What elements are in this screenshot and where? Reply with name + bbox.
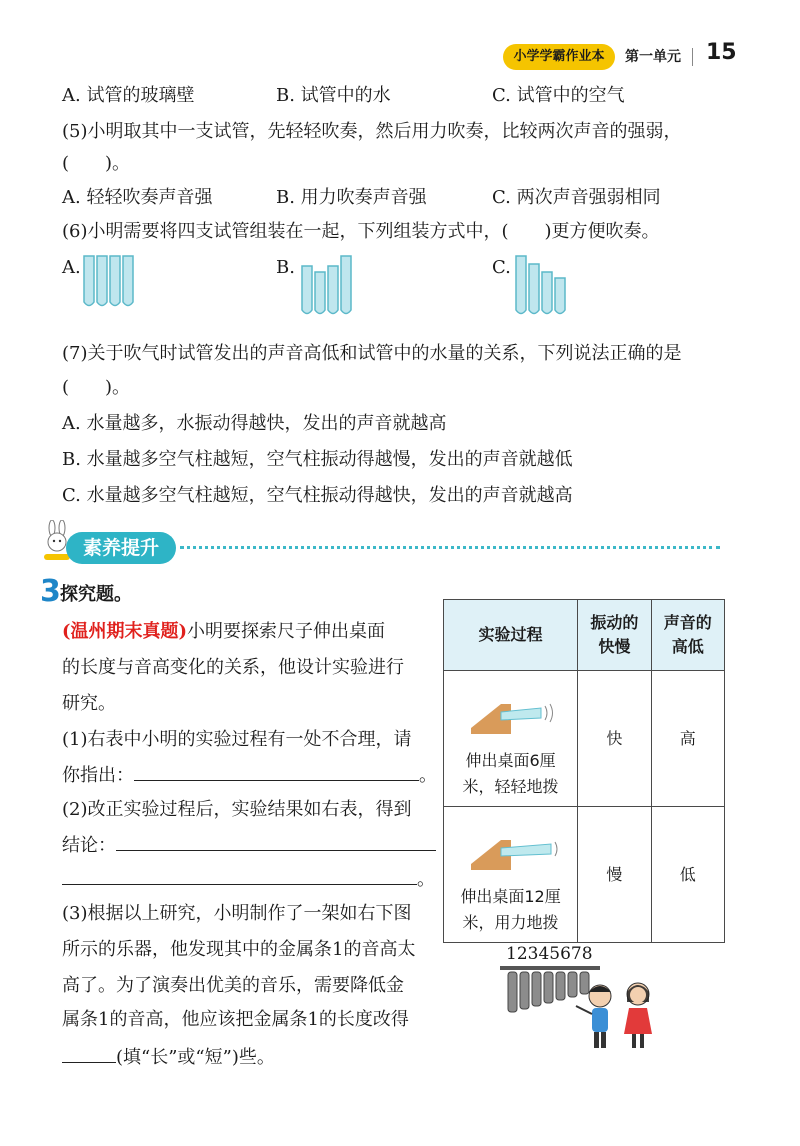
q3-part1-line1: (1)右表中小明的实验过程有一处不合理，请 (62, 729, 412, 750)
q3-part2-line1: (2)改正实验过程后，实验结果如右表，得到 (62, 799, 412, 820)
q5-stem: (5)小明取其中一支试管，先轻轻吹奏，然后用力吹奏，比较两次声音的强弱， (62, 121, 682, 142)
instrument-bar-numbers: 12345678 (506, 944, 593, 964)
q3-part3-line1: (3)根据以上研究，小明制作了一架如右下图 (62, 903, 412, 924)
speed-cell: 快 (578, 671, 651, 807)
q7-option-b: B. 水量越多空气柱越短，空气柱振动得越慢，发出的声音就越低 (62, 449, 573, 470)
q3-part1-answer-blank[interactable] (134, 762, 419, 781)
q6-stem: (6)小明需要将四支试管组装在一起，下列组装方式中，( )更方便吹奏。 (62, 221, 660, 242)
pitch-cell: 低 (651, 807, 724, 943)
ruler-on-desk-icon (461, 698, 561, 738)
test-tubes-even-figure (80, 254, 140, 310)
q3-part3-line3: 高了。为了演奏出优美的音乐，需要降低金 (62, 975, 404, 996)
q3-part2-end: 。 (417, 869, 435, 890)
q7-option-c: C. 水量越多空气柱越短，空气柱振动得越快，发出的声音就越高 (62, 485, 573, 506)
test-tubes-v-figure (298, 254, 358, 318)
q7-option-a: A. 水量越多，水振动得越快，发出的声音就越高 (62, 413, 447, 434)
ruler-on-desk-icon (461, 834, 561, 874)
q5-option-b: B. 用力吹奏声音强 (276, 187, 427, 208)
metal-bar-instrument-illustration (496, 962, 664, 1054)
pitch-cell: 高 (651, 671, 724, 807)
q3-intro-1: 小明要探索尺子伸出桌面 (187, 621, 386, 642)
col-header-pitch: 声音的 高低 (651, 600, 724, 671)
q3-part1-line2: 你指出： (62, 765, 134, 786)
question-type: 探究题。 (60, 584, 132, 605)
process-cell: 伸出桌面6厘 米，轻轻地拨 (444, 671, 578, 807)
q3-part2-line2: 结论： (62, 835, 116, 856)
speed-cell: 慢 (578, 807, 651, 943)
section-dotted-divider (180, 546, 720, 549)
q3-part2-answer-blank[interactable] (116, 832, 436, 851)
section-badge: 素养提升 (66, 532, 176, 564)
q6-option-a: A. (62, 257, 81, 278)
experiment-table (443, 599, 725, 943)
q5-option-c: C. 两次声音强弱相同 (492, 187, 661, 208)
test-tubes-stepped-figure (512, 254, 574, 318)
q3-part3-line5: (填“长”或“短”)些。 (116, 1047, 275, 1068)
table-row (444, 671, 725, 807)
q6-option-b: B. (276, 257, 295, 278)
q3-part3-line4: 属条1的音高，他应该把金属条1的长度改得 (62, 1009, 409, 1030)
q6-option-c: C. (492, 257, 511, 278)
unit-label: 第一单元 (625, 49, 681, 65)
book-title-badge: 小学学霸作业本 (503, 44, 615, 70)
table-row (444, 807, 725, 943)
col-header-speed: 振动的 快慢 (578, 600, 651, 671)
col-header-process: 实验过程 (444, 600, 578, 671)
q3-part3-line2: 所示的乐器，他发现其中的金属条1的音高太 (62, 939, 416, 960)
q3-part2-answer-blank-2[interactable] (62, 866, 417, 885)
source-tag: (温州期末真题) (62, 621, 188, 642)
q3-intro-2: 的长度与音高变化的关系，他设计实验进行 (62, 657, 404, 678)
q3-intro-3: 研究。 (62, 693, 116, 714)
q4-option-a: A. 试管的玻璃壁 (62, 85, 195, 106)
q3-part3-answer-blank[interactable] (62, 1044, 116, 1063)
question-number: 3 (40, 574, 61, 609)
process-cell: 伸出桌面12厘 米，用力地拨 (444, 807, 578, 943)
q5-answer-paren: ( )。 (62, 153, 131, 174)
q4-option-b: B. 试管中的水 (276, 85, 391, 106)
q7-stem: (7)关于吹气时试管发出的声音高低和试管中的水量的关系，下列说法正确的是 (62, 343, 682, 364)
table-header-row (444, 600, 725, 671)
q5-option-a: A. 轻轻吹奏声音强 (62, 187, 213, 208)
q7-answer-paren: ( )。 (62, 377, 131, 398)
q4-option-c: C. 试管中的空气 (492, 85, 625, 106)
page-number: 15 (706, 40, 737, 65)
header-divider (692, 48, 693, 66)
q3-part1-end: 。 (419, 765, 437, 786)
